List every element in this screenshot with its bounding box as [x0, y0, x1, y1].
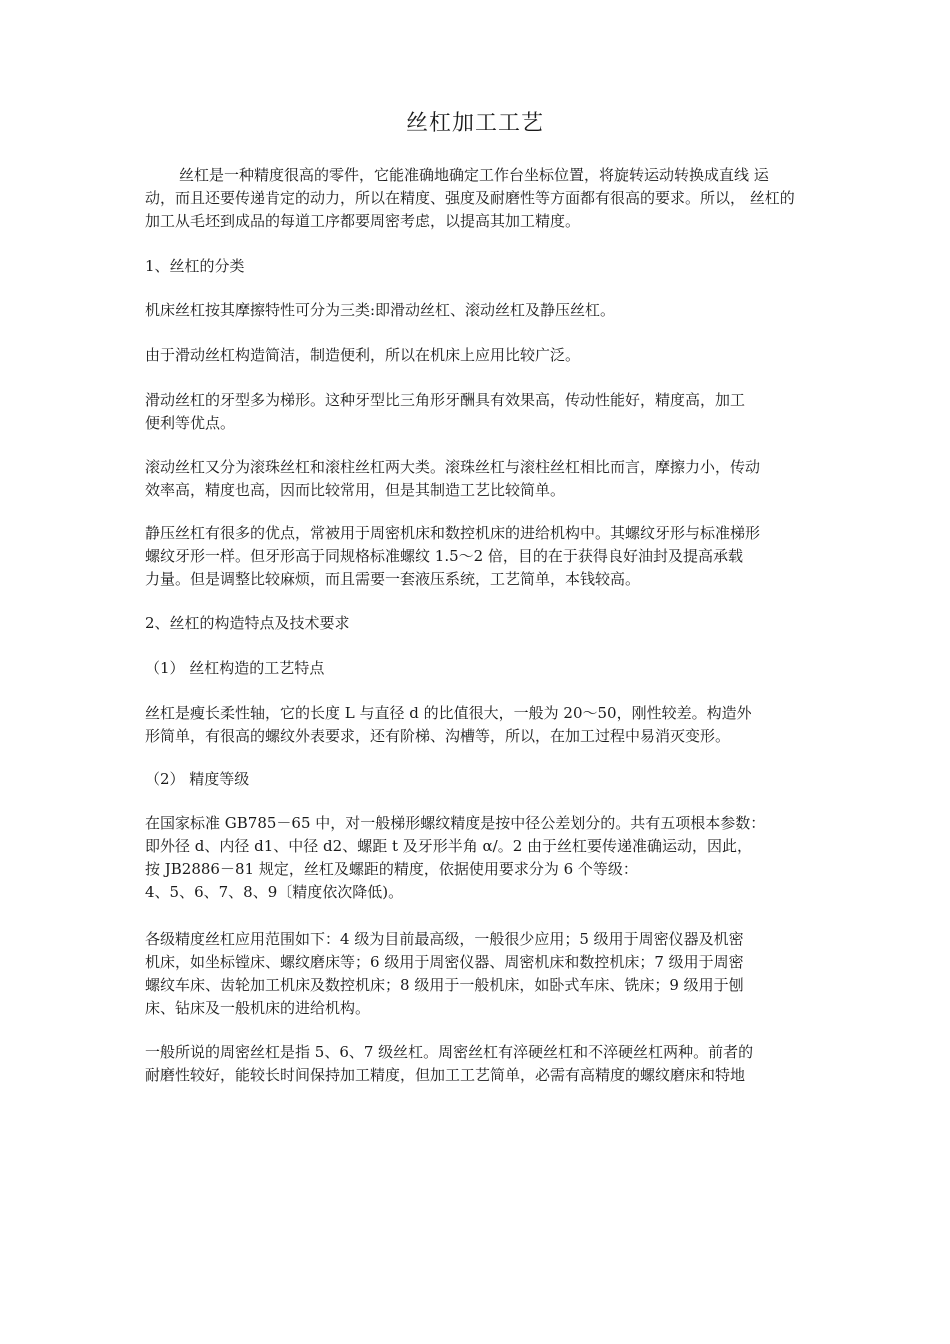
- paragraph-friction-types: [145, 299, 817, 322]
- text-line: 机床，如坐标镗床、螺纹磨床等；6 级用于周密仪器、周密机床和数控机床；7 级用于周密: [145, 953, 744, 971]
- text-line: 加工从毛坯到成品的每道工序都要周密考虑，以提高其加工精度。: [145, 212, 581, 230]
- text-line: 滑动丝杠的牙型多为梯形。这种牙型比三角形牙酬具有效果高，传动性能好，精度高，加工: [145, 391, 746, 409]
- text-line: 机床丝杠按其摩擦特性可分为三类:即滑动丝杠、滚动丝杠及静压丝杠。: [145, 301, 616, 319]
- text-line: 4、5、6、7、8、9〔精度依次降低)。: [145, 883, 404, 901]
- text-line: 便利等优点。: [145, 414, 236, 432]
- paragraph-precision-standard: [145, 812, 817, 904]
- paragraph-structure-features: [145, 702, 817, 748]
- text-line: 按 JB2886－81 规定，丝杠及螺距的精度，依据使用要求分为 6 个等级：: [145, 860, 638, 878]
- text-line: 静压丝杠有很多的优点，常被用于周密机床和数控机床的进给机构中。其螺纹牙形与标准梯形: [145, 524, 761, 542]
- document-title: 丝杠加工工艺: [405, 111, 544, 136]
- text-line: 一般所说的周密丝杠是指 5、6、7 级丝杠。周密丝杠有淬硬丝杠和不淬硬丝杠两种。前者的: [145, 1043, 754, 1061]
- text-line: 由于滑动丝杠构造简洁，制造便利，所以在机床上应用比较广泛。: [145, 346, 581, 364]
- text-line: 床、钻床及一般机床的进给机构。: [145, 999, 371, 1017]
- text-line: 滚动丝杠又分为滚珠丝杠和滚柱丝杠两大类。滚珠丝杠与滚柱丝杠相比而言，摩擦力小，传动: [145, 458, 761, 476]
- text-line: 各级精度丝杠应用范围如下：4 级为目前最高级，一般很少应用；5 级用于周密仪器及机密: [145, 930, 744, 948]
- paragraph-precision-applications: [145, 928, 817, 1020]
- text-line: 螺纹牙形一样。但牙形高于同规格标准螺纹 1.5～2 倍，目的在于获得良好油封及提高承载: [145, 547, 743, 565]
- paragraph-sliding-thread: [145, 389, 817, 435]
- intro-paragraph: [145, 164, 817, 233]
- text-line: 螺纹车床、齿轮加工机床及数控机床；8 级用于一般机床，如卧式车床、铣床；9 级用于刨: [145, 976, 744, 994]
- paragraph-rolling-screw: [145, 456, 817, 502]
- paragraph-hydrostatic-screw: [145, 522, 817, 591]
- text-line: 效率高，精度也高，因而比较常用，但是其制造工艺比较简单。: [145, 481, 566, 499]
- text-line: 丝杠是一种精度很高的零件，它能准确地确定工作台坐标位置，将旋转运动转换成直线 运: [179, 166, 769, 184]
- text-line: 形简单，有很高的螺纹外表要求，还有阶梯、沟槽等，所以，在加工过程中易消灭变形。: [145, 727, 731, 745]
- text-line: 在国家标准 GB785－65 中，对一般梯形螺纹精度是按中径公差划分的。共有五项根本参数：: [145, 814, 766, 832]
- section-1-heading: 1、丝杠的分类: [145, 257, 245, 275]
- text-line: 即外径 d、内径 d1、中径 d2、螺距 t 及牙形半角 α/。2 由于丝杠要传递准确运动，因此，: [145, 837, 753, 855]
- subsection-1-heading: （1） 丝杠构造的工艺特点: [145, 659, 325, 677]
- section-2-heading: 2、丝杠的构造特点及技术要求: [145, 614, 350, 632]
- text-line: 耐磨性较好，能较长时间保持加工精度，但加工工艺简单，必需有高精度的螺纹磨床和特地: [145, 1066, 746, 1084]
- text-line: 力量。但是调整比较麻烦，而且需要一套液压系统，工艺简单，本钱较高。: [145, 570, 641, 588]
- text-line: 丝杠是瘦长柔性轴，它的长度 L 与直径 d 的比值很大，一般为 20～50，刚性较差。构造外: [145, 704, 752, 722]
- paragraph-precision-screws: [145, 1041, 817, 1087]
- text-line: 动，而且还要传递肯定的动力，所以在精度、强度及耐磨性等方面都有很高的要求。所以， 丝杠的: [145, 189, 795, 207]
- subsection-2-heading: （2） 精度等级: [145, 770, 250, 788]
- paragraph-sliding-usage: [145, 344, 817, 367]
